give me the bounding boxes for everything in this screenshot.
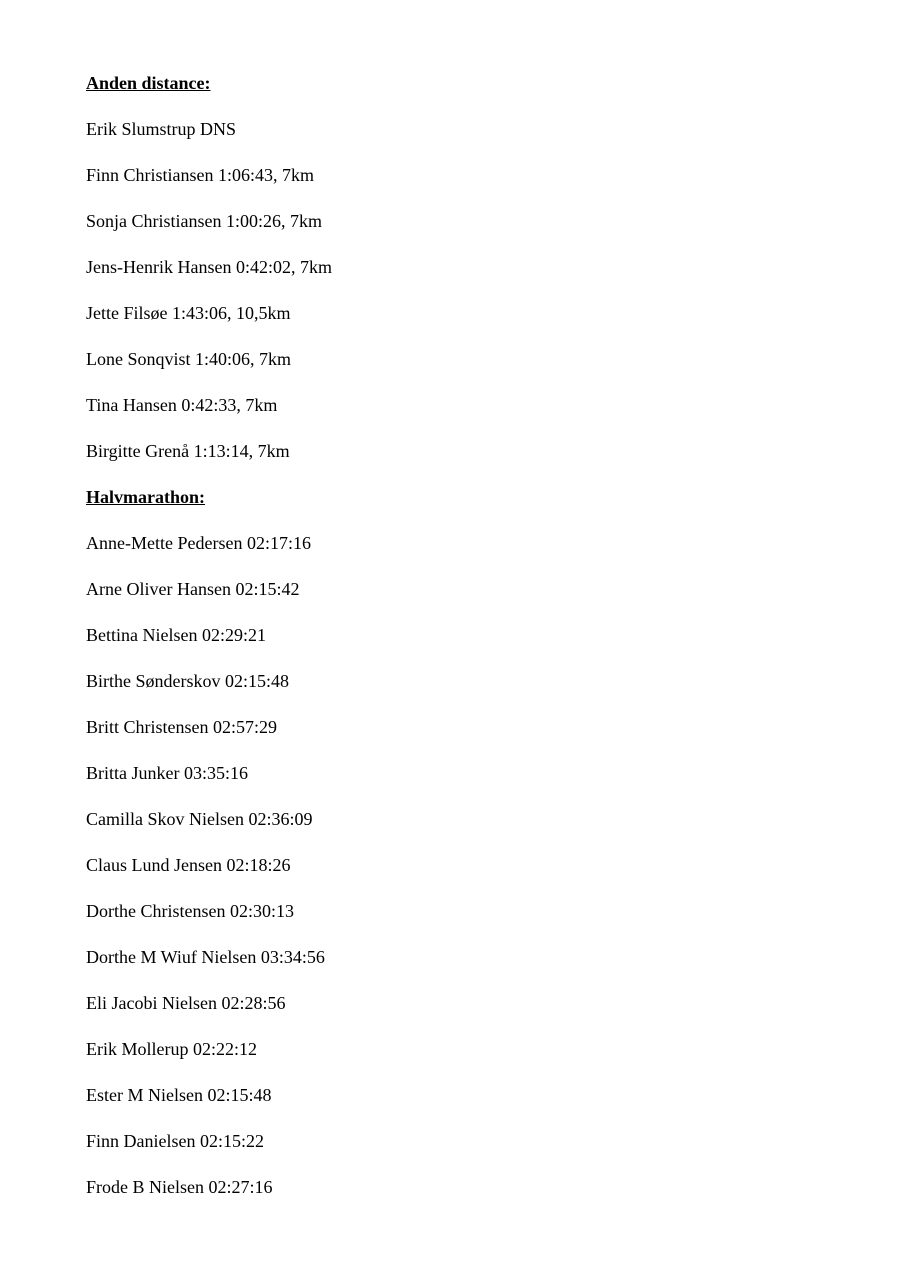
result-entry: Lone Sonqvist 1:40:06, 7km <box>86 349 292 369</box>
result-entry: Erik Slumstrup DNS <box>86 119 237 139</box>
result-entry: Finn Danielsen 02:15:22 <box>86 1131 264 1151</box>
result-entry: Camilla Skov Nielsen 02:36:09 <box>86 809 313 829</box>
result-entry: Finn Christiansen 1:06:43, 7km <box>86 165 315 185</box>
result-entry: Tina Hansen 0:42:33, 7km <box>86 395 278 415</box>
result-entry: Birgitte Grenå 1:13:14, 7km <box>86 441 290 461</box>
result-entry: Bettina Nielsen 02:29:21 <box>86 625 266 645</box>
result-entry: Jens-Henrik Hansen 0:42:02, 7km <box>86 257 332 277</box>
result-entry: Erik Mollerup 02:22:12 <box>86 1039 257 1059</box>
result-entry: Claus Lund Jensen 02:18:26 <box>86 855 291 875</box>
section-heading-halvmarathon: Halvmarathon: <box>86 487 205 507</box>
result-entry: Arne Oliver Hansen 02:15:42 <box>86 579 300 599</box>
result-entry: Britt Christensen 02:57:29 <box>86 717 277 737</box>
result-entry: Eli Jacobi Nielsen 02:28:56 <box>86 993 286 1013</box>
result-entry: Frode B Nielsen 02:27:16 <box>86 1177 273 1197</box>
result-entry: Dorthe Christensen 02:30:13 <box>86 901 294 921</box>
result-entry: Anne-Mette Pedersen 02:17:16 <box>86 533 311 553</box>
document-page <box>86 72 866 1222</box>
section-heading-anden-distance: Anden distance: <box>86 73 211 93</box>
result-entry: Dorthe M Wiuf Nielsen 03:34:56 <box>86 947 325 967</box>
result-entry: Britta Junker 03:35:16 <box>86 763 248 783</box>
result-entry: Sonja Christiansen 1:00:26, 7km <box>86 211 322 231</box>
result-entry: Ester M Nielsen 02:15:48 <box>86 1085 272 1105</box>
result-entry: Birthe Sønderskov 02:15:48 <box>86 671 289 691</box>
result-entry: Jette Filsøe 1:43:06, 10,5km <box>86 303 291 323</box>
